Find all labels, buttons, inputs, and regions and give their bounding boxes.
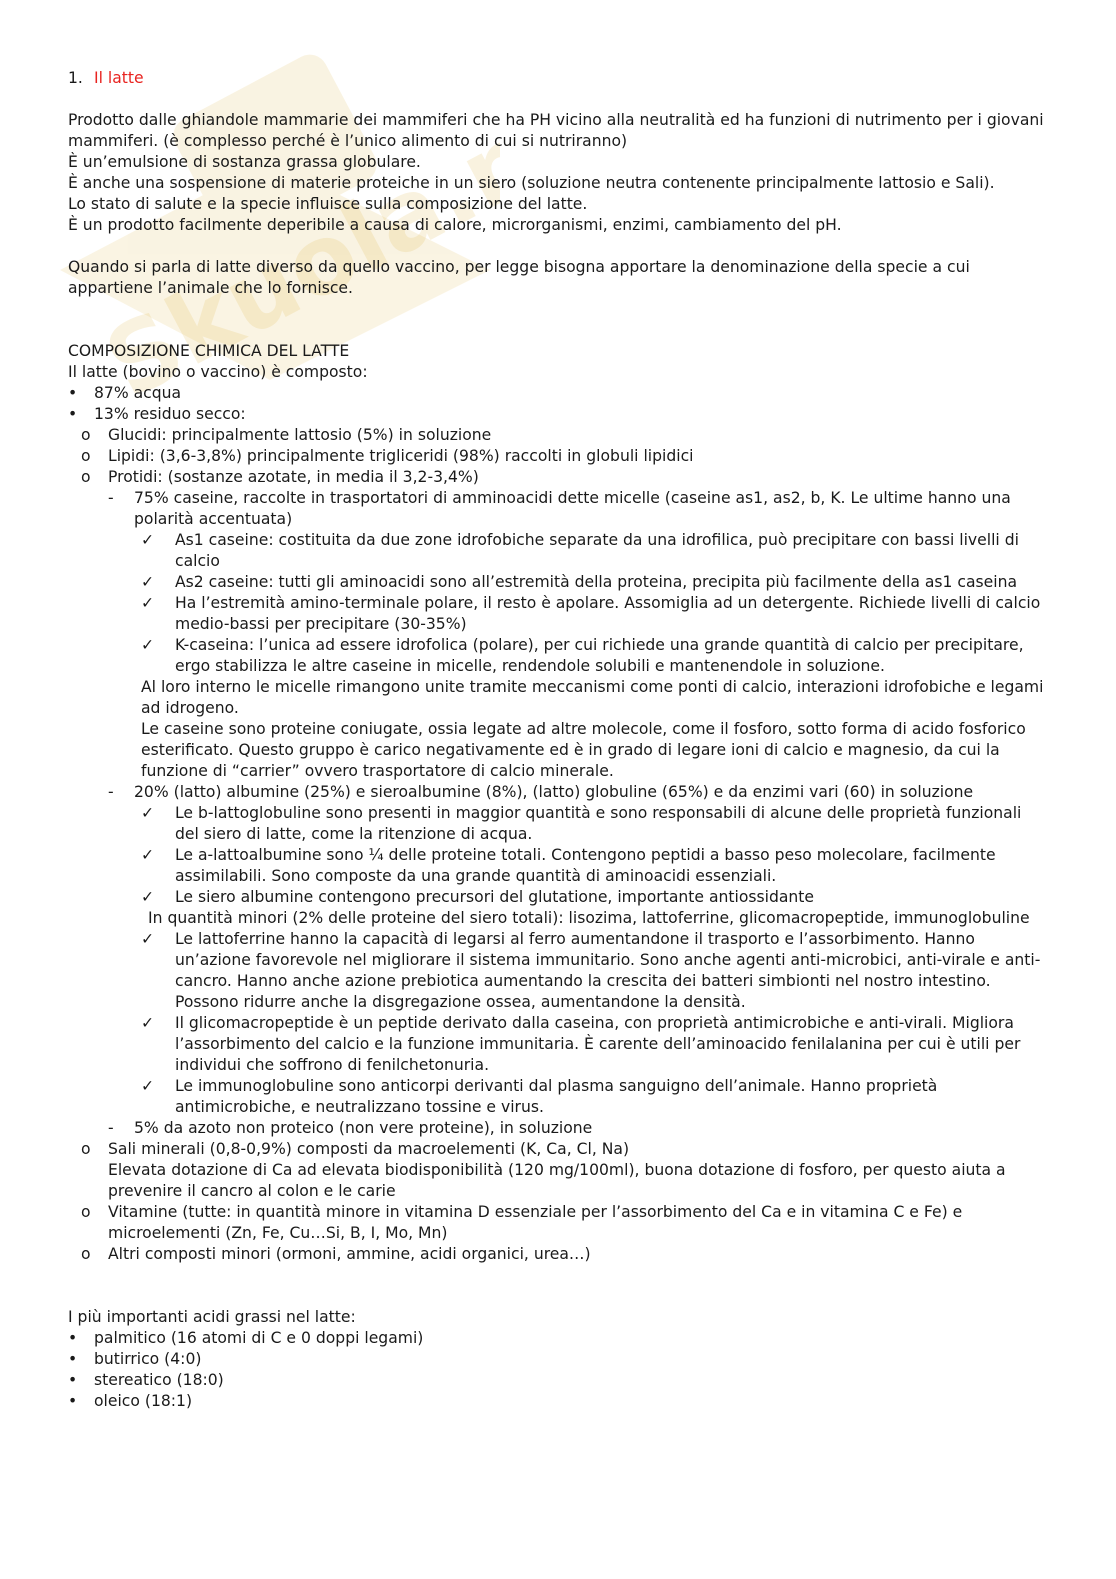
list-item: [68, 1349, 1044, 1370]
circle-marker: o: [81, 426, 91, 444]
check-icon: ✓: [141, 888, 155, 906]
minor-proteins-note: In quantità minori (2% delle proteine del siero totali): lisozima, lattoferrine, glicomacropeptide, immunoglobuline: [148, 909, 1030, 927]
list-item-sali: [68, 1139, 1044, 1160]
check-item: [68, 572, 1044, 593]
sali-note: Elevata dotazione di Ca ad elevata biodisponibilità (120 mg/100ml), buona dotazione di fosforo, per questo aiuta a prevenire il cancro al colon e le carie: [108, 1161, 1006, 1200]
intro-line-3: È anche una sospensione di materie proteiche in un siero (soluzione neutra contenente principalmente lattosio e Sali).: [68, 174, 995, 192]
bullet-marker: •: [68, 1350, 78, 1368]
section-title-text: Il latte: [94, 69, 144, 87]
bullet-marker: •: [68, 405, 78, 423]
check-icon: ✓: [141, 573, 155, 591]
list-item: [68, 1370, 1044, 1391]
circle-marker: o: [81, 1245, 91, 1263]
list-item-text: Altri composti minori (ormoni, ammine, acidi organici, urea…): [108, 1245, 591, 1263]
list-item-text: stereatico (18:0): [94, 1371, 224, 1389]
list-item: [68, 1328, 1044, 1349]
bullet-marker: •: [68, 1392, 78, 1410]
list-item-text: Protidi: (sostanze azotate, in media il 3,2-3,4%): [108, 468, 479, 486]
check-icon: ✓: [141, 804, 155, 822]
composition-heading: COMPOSIZIONE CHIMICA DEL LATTE: [68, 342, 350, 360]
check-icon: ✓: [141, 1077, 155, 1095]
list-item-glucidi: [68, 425, 1044, 446]
list-item-text: 75% caseine, raccolte in trasportatori di amminoacidi dette micelle (caseine as1, as2, b, K. Le ultime hanno una polarità accentuata): [134, 489, 1011, 528]
list-item-sieroproteine: [68, 782, 1044, 803]
list-item-water: [68, 383, 1044, 404]
list-item-text: Sali minerali (0,8-0,9%) composti da macroelementi (K, Ca, Cl, Na): [108, 1140, 630, 1158]
list-item-text: palmitico (16 atomi di C e 0 doppi legami): [94, 1329, 424, 1347]
check-item: [68, 845, 1044, 887]
check-item-text: Il glicomacropeptide è un peptide derivato dalla caseina, con proprietà antimicrobiche e anti-virali. Migliora l’assorbimento del calcio e la funzione immunitaria. È carente dell’aminoacido fenilalanina per cui è utili per individui che soffrono di fenilchetonuria.: [175, 1014, 1021, 1074]
list-item-lipidi: [68, 446, 1044, 467]
list-item-text: 5% da azoto non proteico (non vere proteine), in soluzione: [134, 1119, 593, 1137]
list-item-altri: [68, 1244, 1044, 1265]
check-icon: ✓: [141, 531, 155, 549]
intro-line-1: Prodotto dalle ghiandole mammarie dei mammiferi che ha PH vicino alla neutralità ed ha funzioni di nutrimento per i giovani mammiferi. (è complesso perché è l’unico alimento di cui si nutriranno): [68, 111, 1044, 150]
list-item: [68, 1391, 1044, 1412]
check-item-text: Ha l’estremità amino-terminale polare, il resto è apolare. Assomiglia ad un detergente. Richiede livelli di calcio medio-bassi per precipitare (30-35%): [175, 594, 1041, 633]
list-item-caseine: [68, 488, 1044, 530]
circle-marker: o: [81, 1203, 91, 1221]
check-item: [68, 887, 1044, 908]
watermark-text: Skuola.net: [88, 48, 500, 421]
check-icon: ✓: [141, 636, 155, 654]
fatty-acids-heading: I più importanti acidi grassi nel latte:: [68, 1308, 356, 1326]
check-item: [68, 929, 1044, 1013]
section-number: 1.: [68, 69, 83, 87]
composition-intro: Il latte (bovino o vaccino) è composto:: [68, 363, 368, 381]
dash-marker: -: [108, 489, 114, 507]
check-icon: ✓: [141, 846, 155, 864]
check-icon: ✓: [141, 594, 155, 612]
document-page: [68, 68, 1044, 1412]
check-item: [68, 1013, 1044, 1076]
check-item-text: As1 caseine: costituita da due zone idrofobiche separate da una idrofilica, può precipitare con bassi livelli di calcio: [175, 531, 1019, 570]
intro-line-4: Lo stato di salute e la specie influisce sulla composizione del latte.: [68, 195, 588, 213]
check-item-text: Le siero albumine contengono precursori del glutatione, importante antiossidante: [175, 888, 814, 906]
check-item: [68, 593, 1044, 635]
intro-line-5: È un prodotto facilmente deperibile a causa di calore, microrganismi, enzimi, cambiamento del pH.: [68, 216, 842, 234]
circle-marker: o: [81, 1140, 91, 1158]
list-item-text: oleico (18:1): [94, 1392, 193, 1410]
list-item-text: 87% acqua: [94, 384, 182, 402]
check-item-text: Le lattoferrine hanno la capacità di legarsi al ferro aumentandone il trasporto e l’assorbimento. Hanno un’azione favorevole nel migliorare il sistema immunitario. Sono anche agenti anti-microbici, anti-virale e anti-cancro. Hanno anche azione prebiotica aumentando la crescita dei batteri simbionti nel nostro intestino. Possono ridurre anche la disgregazione ossea, aumentandone la densità.: [175, 930, 1041, 1011]
section-title: [68, 68, 1044, 89]
check-icon: ✓: [141, 930, 155, 948]
caseine-note-2: Le caseine sono proteine coniugate, ossia legate ad altre molecole, come il fosforo, sotto forma di acido fosforico esterificato. Questo gruppo è carico negativamente ed è in grado di legare ioni di calcio e magnesio, da cui la funzione di “carrier” ovvero trasportatore di calcio minerale.: [141, 720, 1026, 780]
dash-marker: -: [108, 1119, 114, 1137]
list-item-text: Glucidi: principalmente lattosio (5%) in soluzione: [108, 426, 492, 444]
check-item-text: K-caseina: l’unica ad essere idrofolica (polare), per cui richiede una grande quantità di calcio per precipitare, ergo stabilizza le altre caseine in micelle, rendendole solubili e mantenendole in soluzione.: [175, 636, 1024, 675]
bullet-marker: •: [68, 1329, 78, 1347]
circle-marker: o: [81, 468, 91, 486]
list-item-npn: [68, 1118, 1044, 1139]
list-item-text: Vitamine (tutte: in quantità minore in vitamina D essenziale per l’assorbimento del Ca e in vitamina C e Fe) e microelementi (Zn, Fe, Cu…Si, B, I, Mo, Mn): [108, 1203, 963, 1242]
caseine-note-1: Al loro interno le micelle rimangono unite tramite meccanismi come ponti di calcio, interazioni idrofobiche e legami ad idrogeno.: [141, 678, 1044, 717]
list-item-dry-residue: [68, 404, 1044, 425]
circle-marker: o: [81, 447, 91, 465]
list-item-vitamine: [68, 1202, 1044, 1244]
check-item: [68, 530, 1044, 572]
list-item-text: Lipidi: (3,6-3,8%) principalmente trigliceridi (98%) raccolti in globuli lipidici: [108, 447, 694, 465]
dash-marker: -: [108, 783, 114, 801]
legal-note: Quando si parla di latte diverso da quello vaccino, per legge bisogna apportare la denominazione della specie a cui appartiene l’animale che lo fornisce.: [68, 258, 970, 297]
bullet-marker: •: [68, 384, 78, 402]
list-item-text: butirrico (4:0): [94, 1350, 202, 1368]
check-item-text: Le b-lattoglobuline sono presenti in maggior quantità e sono responsabili di alcune delle proprietà funzionali del siero di latte, come la ritenzione di acqua.: [175, 804, 1022, 843]
check-item-text: Le a-lattoalbumine sono ¼ delle proteine totali. Contengono peptidi a basso peso molecolare, facilmente assimilabili. Sono composte da una grande quantità di aminoacidi essenziali.: [175, 846, 996, 885]
check-item: [68, 635, 1044, 677]
check-item-text: Le immunoglobuline sono anticorpi derivanti dal plasma sanguigno dell’animale. Hanno proprietà antimicrobiche, e neutralizzano tossine e virus.: [175, 1077, 938, 1116]
intro-line-2: È un’emulsione di sostanza grassa globulare.: [68, 153, 421, 171]
check-item: [68, 1076, 1044, 1118]
check-item-text: As2 caseine: tutti gli aminoacidi sono all’estremità della proteina, precipita più facilmente della as1 caseina: [175, 573, 1018, 591]
list-item-protidi: [68, 467, 1044, 488]
check-item: [68, 803, 1044, 845]
list-item-text: 13% residuo secco:: [94, 405, 246, 423]
bullet-marker: •: [68, 1371, 78, 1389]
check-icon: ✓: [141, 1014, 155, 1032]
list-item-text: 20% (latto) albumine (25%) e sieroalbumine (8%), (latto) globuline (65%) e da enzimi vari (60) in soluzione: [134, 783, 974, 801]
